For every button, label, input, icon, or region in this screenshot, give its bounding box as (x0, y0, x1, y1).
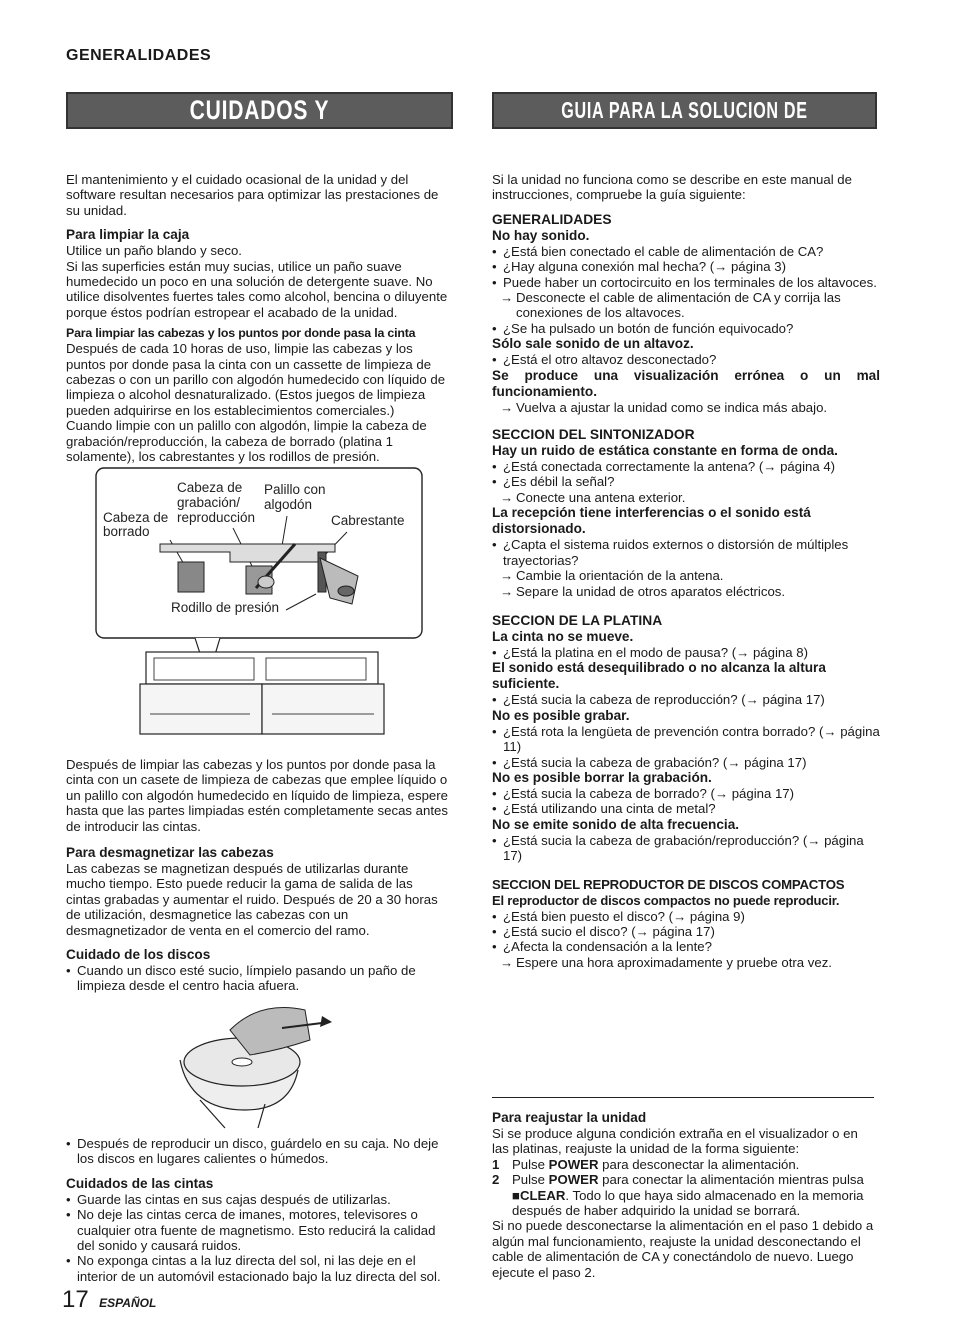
s2-q1-arrow: → Conecte una antena exterior. (492, 490, 880, 505)
reset-heading: Para reajustar la unidad (492, 1110, 647, 1125)
s1-q2-item: • ¿Está el otro altavoz desconectado? (492, 352, 880, 367)
cabezas-text-2: Cuando limpie con un palillo con algodón, limpie la cabeza de grabación/reproducción, la cabeza de borrado (platina 1 solamente), los cabrestantes y los rodillos de presión. (66, 418, 427, 465)
left-column (66, 172, 450, 465)
s1-q3-arrow: → Vuelva a ajustar la unidad como se indica más abajo. (492, 400, 880, 415)
s3-q1-item: • ¿Está la platina en el modo de pausa? (→ página 8) (492, 645, 880, 660)
generalidades-heading: GENERALIDADES (492, 211, 612, 227)
s2-q2-arrow-2: → Separe la unidad de otros aparatos eléctricos. (492, 584, 880, 599)
s2-q2: La recepción tiene interferencias o el sonido está distorsionado. (492, 505, 811, 537)
cassette-unit-icon (140, 652, 384, 734)
label-erase-head: Cabeza de borrado (103, 510, 169, 539)
s1-q1-arrow: → Desconecte el cable de alimentación de CA y corrija las conexiones de los altavoces. (492, 290, 880, 321)
s3-q5-item: • ¿Está sucia la cabeza de grabación/reproducción? (→ página 17) (492, 833, 880, 864)
s4-q1-item-3: • ¿Afecta la condensación a la lente? (492, 939, 880, 954)
reset-outro: Si no puede desconectarse la alimentación en el paso 1 debido a algún mal funcionamiento, reajuste la unidad desconectando el cable de alimentación de CA y conectándolo de nuevo. Luego ejecute el paso 2. (492, 1218, 874, 1280)
sintonizador-heading: SECCION DEL SINTONIZADOR (492, 427, 695, 443)
cabezas-text-1: Después de cada 10 horas de uso, limpie las cabezas y los puntos por donde pasa la cinta con un cassette de limpieza de cabezas o con un parillo con algodón humedecido con líquido de limpieza o alcohol desnaturalizado. (Estos juegos de limpieza pueden adquirirse en los establecimientos comerciales.) (66, 341, 446, 418)
s4-q1-item-2: • ¿Está sucio el disco? (→ página 17) (492, 924, 880, 939)
right-column (492, 172, 880, 970)
reset-step-1-power: POWER (548, 1156, 599, 1172)
banner-solucion-label: GUIA PARA LA SOLUCION DE PROBLEMAS (561, 97, 808, 160)
reset-step-2-text-e: . Todo lo que haya sido almacenado en la memoria después de haber adquirido la unidad se borrará. (512, 1187, 864, 1219)
platina-heading: SECCION DE LA PLATINA (492, 612, 663, 628)
s4-q1-item-1: • ¿Está bien puesto el disco? (→ página 9) (492, 909, 880, 924)
discos-item-1: • Cuando un disco esté sucio, límpielo pasando un paño de limpieza desde el centro hacia afuera. (66, 963, 450, 994)
s1-q2: Sólo sale sonido de un altavoz. (492, 336, 694, 352)
banner-solucion (492, 92, 877, 160)
s4-q1-arrow: → Espere una hora aproximadamente y pruebe otra vez. (492, 955, 880, 970)
cintas-heading: Cuidados de las cintas (66, 1175, 214, 1191)
discos-item-2: • Después de reproducir un disco, guárdelo en su caja. No deje los discos en lugares calientes o húmedos. (66, 1136, 450, 1167)
swab-tip-icon (258, 576, 274, 588)
s3-q4-item-1: • ¿Está sucia la cabeza de borrado? (→ página 17) (492, 786, 880, 801)
cabezas-heading: Para limpiar las cabezas y los puntos por donde pasa la cinta (66, 326, 416, 341)
s2-q2-arrow-1: → Cambie la orientación de la antena. (492, 568, 880, 583)
reset-step-2-number: 2 (492, 1172, 500, 1188)
cintas-item-2: • No deje las cintas cerca de imanes, motores, televisores o cualquier otra fuente de magnetismo. Esto reducirá la calidad del sonido y causará ruidos. (66, 1207, 450, 1253)
s3-q2-item: • ¿Está sucia la cabeza de reproducción? (→ página 17) (492, 692, 880, 707)
s1-q1-item-2: • ¿Hay alguna conexión mal hecha? (→ página 3) (492, 259, 880, 274)
reset-step-2-text-a: Pulse (512, 1172, 549, 1188)
cd-heading: SECCION DEL REPRODUCTOR DE DISCOS COMPACTOS (492, 876, 845, 892)
demag-heading: Para desmagnetizar las cabezas (66, 845, 274, 861)
s3-q1: La cinta no se mueve. (492, 628, 634, 644)
banner-cuidados-label: CUIDADOS Y MANTENIMIENTO (165, 95, 354, 162)
reset-step-2-power: POWER (548, 1172, 599, 1188)
reset-step-1-number: 1 (492, 1156, 500, 1172)
reset-step-2-clear: ■CLEAR (512, 1187, 566, 1203)
s2-q1: Hay un ruido de estática constante en forma de onda. (492, 443, 838, 459)
page-footer (62, 1286, 156, 1314)
s3-q2: El sonido está desequilibrado o no alcanza la altura suficiente. (492, 660, 826, 692)
s3-q5: No se emite sonido de alta frecuencia. (492, 816, 740, 832)
erase-head-icon (178, 562, 204, 592)
reset-step-1-text-c: para desconectar la alimentación. (598, 1156, 800, 1172)
section-tag (66, 47, 211, 65)
reset-section (492, 1110, 878, 1280)
page-number: 17 (62, 1286, 89, 1313)
right-intro: Si la unidad no funciona como se describe en este manual de instrucciones, compruebe la guía siguiente: (492, 172, 852, 203)
s1-q3: Se produce una visualización errónea o un mal funcionamiento. (492, 367, 880, 399)
caja-text-2: Si las superficies están muy sucias, utilice un paño suave humedecido un poco en una solución de detergente suave. No utilice disolventes fuertes tales como alcohol, bencina o diluyente porque éstos podrían estropear el acabado de la unidad. (66, 258, 448, 320)
s3-q4: No es posible borrar la grabación. (492, 769, 712, 785)
demag-text: Las cabezas se magnetizan después de utilizarlas durante mucho tiempo. Esto puede reducir la gama de salida de las cintas grabadas y aumentar el ruido. Después de 20 a 30 horas de utilización, desmagnetice las cabezas con un desmagnetizador de venta en el comercio del ramo. (66, 861, 438, 938)
s4-q1: El reproductor de discos compactos no puede reproducir. (492, 892, 840, 908)
s3-q3-item-1: • ¿Está rota la lengüeta de prevención contra borrado? (→ página 11) (492, 724, 880, 755)
label-pinch-roller: Rodillo de presión (171, 600, 280, 615)
s1-q1-item-3: • Puede haber un cortocircuito en los terminales de los altavoces. (492, 275, 880, 290)
s3-q4-item-2: • ¿Está utilizando una cinta de metal? (492, 801, 880, 816)
left-intro: El mantenimiento y el cuidado ocasional de la unidad y del software resultan necesarios para optimizar las prestaciones de su unidad. (66, 172, 439, 218)
discos-heading: Cuidado de los discos (66, 947, 211, 963)
section-tag-label: GENERALIDADES (66, 47, 212, 64)
s1-q1-item-1: • ¿Está bien conectado el cable de alimentación de CA? (492, 244, 880, 259)
label-swab: Palillo con algodón (264, 482, 326, 512)
label-rec-head: Cabeza de grabación/ reproducción (177, 480, 256, 525)
reset-divider (492, 1097, 874, 1098)
reset-step-2 (492, 1172, 878, 1218)
caja-text-1: Utilice un paño blando y seco. (66, 243, 242, 259)
s1-q1: No hay sonido. (492, 227, 590, 243)
cintas-item-3: • No exponga cintas a la luz directa del sol, ni las deje en el interior de un automóvil estacionado bajo la luz directa del sol. (66, 1253, 450, 1284)
label-capstan: Cabrestante (331, 513, 405, 528)
reset-intro: Si se produce alguna condición extraña en el visualizador o en las platinas, reajuste la unidad de la forma siguiente: (492, 1126, 858, 1157)
head-cleaning-diagram (90, 466, 430, 746)
reset-step-1-text-a: Pulse (512, 1156, 549, 1172)
reset-step-2-text-c: para conectar la alimentación mientras pulsa (598, 1172, 864, 1188)
left-column-3 (66, 1136, 450, 1284)
s2-q1-item-2: • ¿Es débil la señal? (492, 474, 880, 489)
left-column-2 (66, 757, 450, 994)
caja-heading: Para limpiar la caja (66, 227, 190, 243)
s3-q3-item-2: • ¿Está sucia la cabeza de grabación? (→ página 17) (492, 755, 880, 770)
footer-language: ESPAÑOL (99, 1296, 157, 1310)
after-clean-text: Después de limpiar las cabezas y los puntos por donde pasa la cinta con un casete de limpieza de cabezas que emplee líquido o un palillo con algodón humedecido en líquido de limpieza, espere hasta que las partes limpiadas estén completamente secas antes de introducir las cintas. (66, 757, 448, 834)
s2-q1-item-1: • ¿Está conectada correctamente la antena? (→ página 4) (492, 459, 880, 474)
s3-q3: No es posible grabar. (492, 707, 630, 723)
banner-cuidados (66, 92, 453, 162)
cintas-item-1: • Guarde las cintas en sus cajas después de utilizarlas. (66, 1192, 450, 1207)
s2-q2-item: • ¿Capta el sistema ruidos externos o distorsión de múltiples trayectorias? (492, 537, 880, 568)
s1-q1-item-4: • ¿Se ha pulsado un botón de función equivocado? (492, 321, 880, 336)
reset-step-1 (492, 1157, 878, 1172)
disc-cleaning-illustration (170, 1000, 340, 1130)
